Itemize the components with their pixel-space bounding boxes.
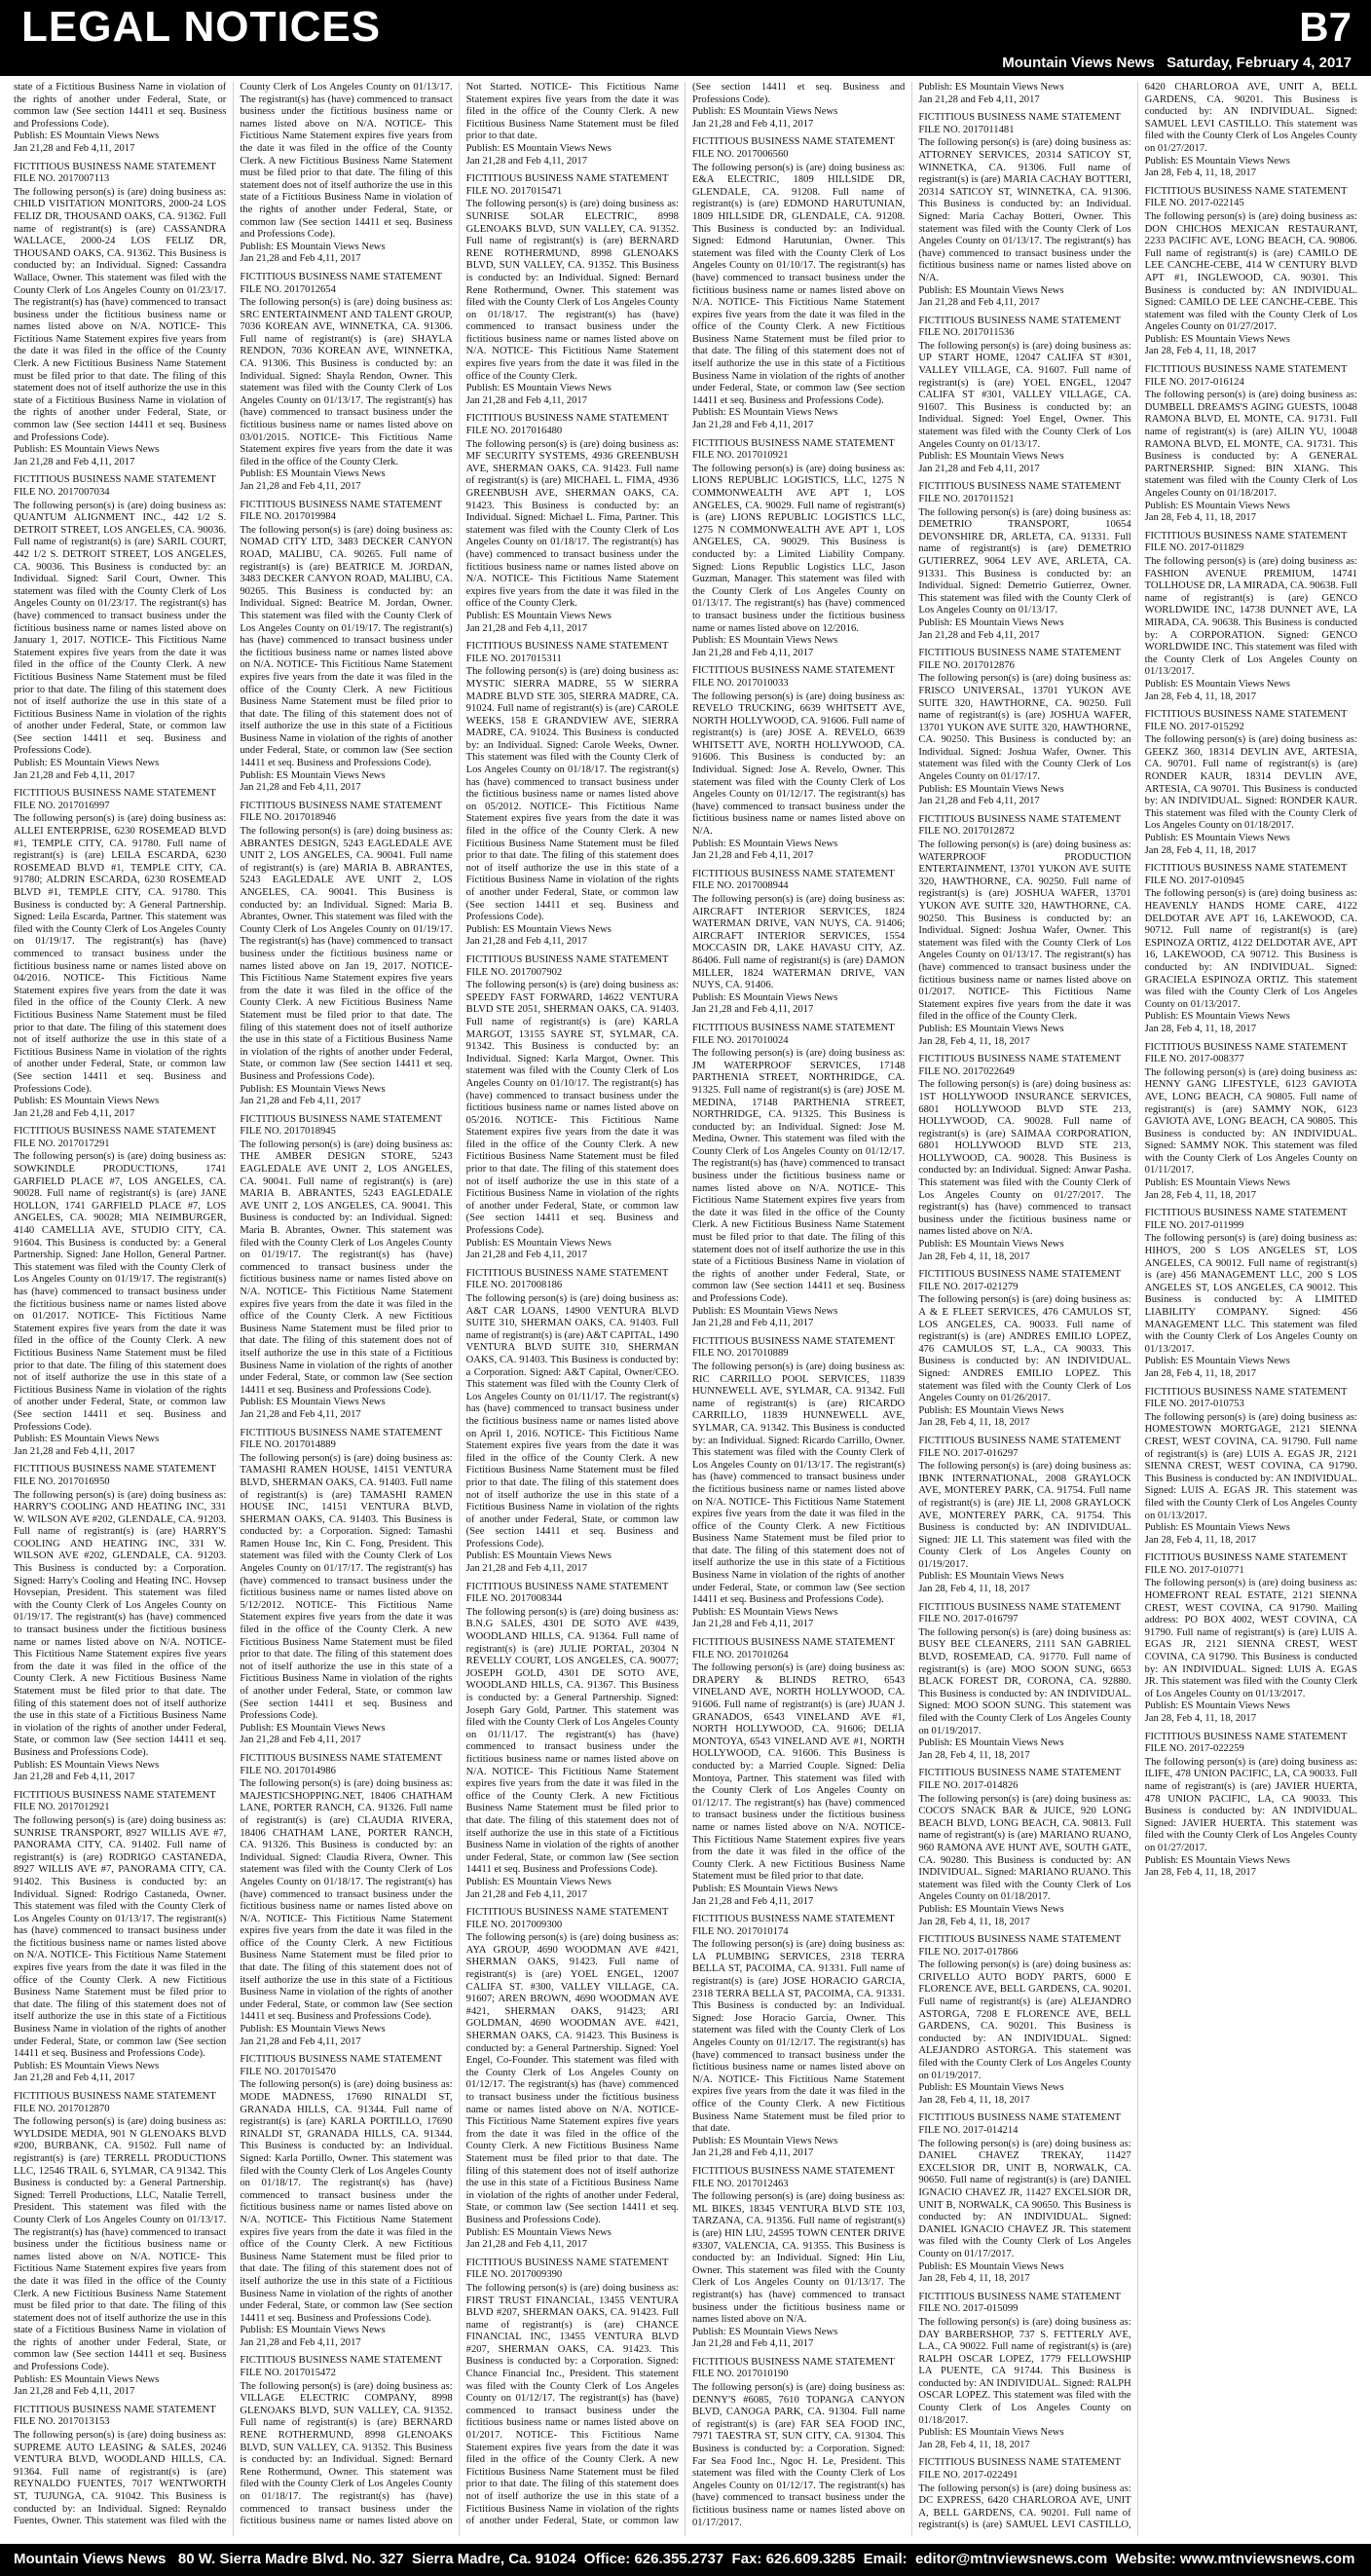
notice-publication: Publish: ES Mountain Views News bbox=[918, 451, 1064, 463]
notice-heading: FICTITIOUS BUSINESS NAME STATEMENT FILE NO. 2017-017866 bbox=[918, 1934, 1121, 1958]
legal-notice bbox=[692, 1023, 905, 1330]
legal-notice bbox=[918, 1768, 1130, 1928]
notice-publication: Publish: ES Mountain Views News bbox=[1144, 1854, 1290, 1866]
notice-heading: FICTITIOUS BUSINESS NAME STATEMENT FILE NO. 2017012876 bbox=[918, 648, 1121, 671]
legal-notice bbox=[240, 2054, 452, 2349]
legal-notice bbox=[240, 1428, 452, 1747]
notice-dates: Jan 21,28 and Feb 4,11, 2017 bbox=[691, 1895, 814, 1907]
legal-notice bbox=[692, 136, 905, 431]
legal-notice bbox=[692, 438, 905, 660]
notice-dates: Jan 21,28 and Feb 4,11, 2017 bbox=[918, 297, 1040, 309]
notice-publication: Publish: ES Mountain Views News bbox=[691, 1883, 838, 1894]
notice-dates: Jan 21,28 and Feb 4,11, 2017 bbox=[240, 253, 361, 265]
notice-dates: Jan 21,28 and Feb 4,11, 2017 bbox=[465, 2239, 588, 2251]
notice-publication: Publish: ES Mountain Views News bbox=[240, 2024, 386, 2035]
notice-body: The following person(s) is (are) doing business as: HOMEFRONT REAL ESTATE, 2121 SIENNA CREST, WEST COVINA, CA 91790. Mailing address: PO BOX 4002, WEST COVINA, CA 91790. Full name of registrant(s) is (are) LUIS A. EGAS JR, 2121 SIENNA CREST, WEST COVINA, CA 91790. This Business is conducted by: AN INDIVIDUAL. Signed: LUIS A. EGAS JR. This statement was filed with the County Clerk of Los Angeles County on 01/13/2017. bbox=[1144, 1578, 1357, 1699]
notice-heading: FICTITIOUS BUSINESS NAME STATEMENT FILE NO. 2017012463 bbox=[691, 2165, 895, 2189]
notice-body: The following person(s) is (are) doing business as: ABRANTES DESIGN, 5243 EAGLEDALE AVE UNIT 2, LOS ANGELES, CA. 90041. Full name of registrant(s) is (are) MARIA B. ABRANTES, 5243 EAGLEDALE AVE UNIT 2, LOS ANGELES, CA. 90041. This Business is conducted by: an Individual. Signed: Maria B. Abrantes, Owner. This statement was filed with the County Clerk of Los Angeles County on 01/19/17. The registrant(s) has (have) commenced to transact business under the fictitious business name or names listed above on Jan 19, 2017. NOTICE- This Fictitious Name Statement expires five years from the date it was filed in the office of the County Clerk. A new Fictitious Business Name Statement must be filed prior to that date. The filing of this statement does not of itself authorize the use in this state of a Fictitious Business Name in violation of the rights of another under Federal, State, or common law (See section 14411 et seq. Business and Professions Code). bbox=[240, 826, 453, 1082]
notice-dates: Jan 21,28 and Feb 4,11, 2017 bbox=[918, 463, 1040, 474]
notice-heading: FICTITIOUS BUSINESS NAME STATEMENT FILE NO. 2017012872 bbox=[918, 813, 1121, 838]
notice-heading: FICTITIOUS BUSINESS NAME STATEMENT FILE NO. 2017-022259 bbox=[1144, 1731, 1348, 1755]
notice-heading: FICTITIOUS BUSINESS NAME STATEMENT FILE NO. 2017011521 bbox=[918, 481, 1121, 504]
notice-dates: Jan 28, Feb 4, 11, 18, 2017 bbox=[918, 2439, 1030, 2450]
notice-heading: FICTITIOUS BUSINESS NAME STATEMENT FILE NO. 2017-014826 bbox=[918, 1768, 1121, 1791]
legal-notice bbox=[918, 112, 1130, 310]
notice-dates: Jan 21,28 and Feb 4,11, 2017 bbox=[918, 629, 1040, 641]
legal-notice bbox=[918, 2292, 1130, 2452]
notice-dates: Jan 28, Feb 4, 11, 18, 2017 bbox=[1144, 844, 1257, 856]
notice-publication: Publish: ES Mountain Views News bbox=[240, 1722, 386, 1734]
legal-notice bbox=[1145, 1552, 1357, 1725]
notice-body: The following person(s) is (are) doing business as: CRIVELLO AUTO BODY PARTS, 6000 E FLORENCE AVE, BELL GARDENS, CA. 90201. Full name of registrant(s) is (are) ALEJANDRO ASTORGA, 7208 E FLORENCE AVE, BELL GARDENS, CA. 90201. This Business is conducted by: AN INDIVIDUAL. Signed: ALEJANDRO ASTORGA. This statement was filed with the County Clerk of Los Angeles County on 01/19/2017. bbox=[918, 1960, 1131, 2081]
legal-notice bbox=[240, 500, 452, 795]
notice-dates: Jan 28, Feb 4, 11, 18, 2017 bbox=[1144, 346, 1257, 357]
notice-publication: Publish: ES Mountain Views News bbox=[465, 2226, 611, 2238]
notice-columns bbox=[14, 82, 1357, 2536]
legal-notice bbox=[918, 648, 1130, 808]
notice-heading: FICTITIOUS BUSINESS NAME STATEMENT FILE NO. 2017010024 bbox=[691, 1022, 895, 1046]
legal-notice bbox=[240, 272, 452, 494]
notice-publication: Publish: ES Mountain Views News bbox=[240, 769, 386, 781]
legal-notice bbox=[1145, 1042, 1357, 1203]
notice-dates: Jan 21,28 and Feb 4,11, 2017 bbox=[691, 850, 814, 862]
notice-publication: Publish: ES Mountain Views News bbox=[691, 106, 838, 118]
notice-publication: Publish: ES Mountain Views News bbox=[691, 407, 838, 419]
notice-dates: Jan 21,28 and Feb 4,11, 2017 bbox=[465, 394, 588, 406]
notice-body: The following person(s) is (are) doing business as: SRC ENTERTAINMENT AND TALENT GROUP, 7036 KOREAN AVE, WINNETKA, CA. 91306. Full name of registrant(s) is (are) SHAYLA RENDON, 7036 KOREAN AVE, WINNETKA, CA. 91306. This Business is conducted by: an Individual. Signed: Shayla Rendon, Owner. This statement was filed with the County Clerk of Los Angeles County on 01/13/17. The registrant(s) has (have) commenced to transact business under the fictitious business name or names listed above on 03/01/2015. NOTICE- This Fictitious Name Statement expires five years from the date it was filed in the office of the County Clerk. bbox=[240, 297, 453, 467]
notice-body: The following person(s) is (are) doing business as: FASHION AVENUE PREMIUM, 14741 TOLLHOUSE DR, LA MIRADA, CA. 90638. Full name of registrant(s) is (are) GENCO WORLDWIDE INC, 14738 DUNNET AVE, LA MIRADA, CA. 90638. This Business is conducted by: A CORPORATION. Signed: GENCO WORLDWIDE INC. This statement was filed with the County Clerk of Los Angeles County on 01/13/2017. bbox=[1144, 555, 1357, 678]
notice-heading: FICTITIOUS BUSINESS NAME STATEMENT FILE NO. 2017-022145 bbox=[1144, 185, 1348, 209]
notice-publication: Publish: ES Mountain Views News bbox=[14, 1096, 160, 1107]
notice-body: The following person(s) is (are) doing business as: THE AMBER DESIGN STORE, 5243 EAGLEDALE AVE UNIT 2, LOS ANGELES, CA. 90041. Full name of registrant(s) is (are) MARIA B. ABRANTES, 5243 EAGLEDALE AVE UNIT 2, LOS ANGELES, CA. 90041. This Business is conducted by: an Individual. Signed: Maria B. Abrantes, Owner. This statement was filed with the County Clerk of Los Angeles County on 01/19/17. The registrant(s) has (have) commenced to transact business under the fictitious business name or names listed above on N/A. NOTICE- This Fictitious Name Statement expires five years from the date it was filed in the office of the County Clerk. A new Fictitious Business Name Statement must be filed prior to that date. The filing of this statement does not of itself authorize the use in this state of a Fictitious Business Name in violation of the rights of another under Federal, State, or common law (See section 14411 et seq. Business and Professions Code). bbox=[240, 1139, 453, 1396]
notice-heading: FICTITIOUS BUSINESS NAME STATEMENT FILE NO. 2017010033 bbox=[691, 665, 895, 689]
notice-body: The following person(s) is (are) doing business as: DEMETRIO TRANSPORT, 10654 DEVONSHIRE DR, ARLETA, CA. 91331. Full name of registrant(s) is (are) DEMETRIO GUTIERREZ, 9064 LEV AVE, ARLETA, CA. 91331. This Business is conducted by: an Individual. Signed: Demetrio Gutierrez, Owner. This statement was filed with the County Clerk of Los Angeles County on 01/13/17. bbox=[918, 506, 1131, 616]
notice-heading: FICTITIOUS BUSINESS NAME STATEMENT FILE NO. 2017015471 bbox=[465, 173, 669, 197]
notice-publication: Publish: ES Mountain Views News bbox=[1144, 1177, 1290, 1189]
notice-publication: Publish: ES Mountain Views News bbox=[465, 1876, 611, 1887]
notice-dates: Jan 21,28 and Feb 4,11, 2017 bbox=[14, 1445, 135, 1457]
notice-publication: Publish: ES Mountain Views News bbox=[14, 131, 160, 142]
notice-heading: FICTITIOUS BUSINESS NAME STATEMENT FILE NO. 2017-016297 bbox=[918, 1435, 1121, 1459]
notice-publication: Publish: ES Mountain Views News bbox=[918, 783, 1064, 795]
notice-body: The following person(s) is (are) doing business as: VILLAGE ELECTRIC COMPANY, 8998 GLENOAKS BLVD, SUN VALLEY, CA. 91352. Full name of registrant(s) is (are) BERNARD RENE ROTHERMUND, 8998 GLENOAKS BLVD, SUN VALLEY, CA. 91352. This Business is conducted by: an Individual. Signed: Bernard Rene Rothermund, Owner. This statement was filed with the County Clerk of Los Angeles County on 01/18/17. The registrant(s) has (have) commenced to transact business under the fictitious business name or names listed above on Not Started. NOTICE- This Fictitious Name Statement expires five years from the date it was filed in the office of the County Clerk. A new Fictitious Business Name Statement must be filed prior to that date. bbox=[240, 82, 679, 2527]
legal-notice bbox=[692, 2166, 905, 2351]
page-title: LEGAL NOTICES bbox=[21, 3, 382, 51]
notice-body: The following person(s) is (are) doing business as: DAY BARBERSHOP, 737 S. FETTERLY AVE, L.A., CA 90022. Full name of registrant(s) is (are) RALPH OSCAR LOPEZ, 1779 FELLOWSHIP LA PUENTE, CA 91744. This Business is conducted by: AN INDIVIDUAL. Signed: RALPH OSCAR LOPEZ. This statement was filed with the County Clerk of Los Angeles County on 01/18/2017. bbox=[918, 2316, 1131, 2426]
legal-notice bbox=[14, 1126, 226, 1458]
notice-body: The following person(s) is (are) doing business as: AYA GROUP, 4690 WOODMAN AVE #421, SHERMAN OAKS, 91423. Full name of registrant(s) is (are) YOEL ENGEL, 12007 CALIFA ST. #300, VALLEY VILLAGE, CA. 91607; AREN BROWN, 4690 WOODMAN AVE #421, SHERMAN OAKS, 91423; ARI GOLDMAN, 4690 WOODMAN AVE. #421, SHERMAN OAKS, CA. 91423. This Business is conducted by: a General Partnership. Signed: Yoel Engel, Co-Founder. This statement was filed with the County Clerk of Los Angeles County on 01/12/17. The registrant(s) has (have) commenced to transact business under the fictitious business name or names listed above on N/A. NOTICE- This Fictitious Name Statement expires five years from the date it was filed in the office of the County Clerk. A new Fictitious Business Name Statement must be filed prior to that date. The filing of this statement does not of itself authorize the use in this state of a Fictitious Business Name in violation of the rights of another under Federal, State, or common law (See section 14411 et seq. Business and Professions Code). bbox=[465, 1932, 679, 2225]
notice-dates: Jan 21,28 and Feb 4,11, 2017 bbox=[240, 2336, 361, 2348]
notice-heading: FICTITIOUS BUSINESS NAME STATEMENT FILE NO. 2017019984 bbox=[240, 499, 442, 523]
notice-body: state of a Fictitious Business Name in violation of the rights of another under Federal, State, or common law (See section 14411 et seq. Business and Professions Code). bbox=[14, 82, 227, 130]
notice-heading: FICTITIOUS BUSINESS NAME STATEMENT FILE NO. 2017009390 bbox=[465, 2257, 669, 2281]
notice-body: The following person(s) is (are) doing business as: UP START HOME, 12047 CALIFA ST #301, VALLEY VILLAGE, CA. 91607. Full name of registrant(s) is (are) YOEL ENGEL, 12047 CALIFA ST #301, VALLEY VILLAGE, CA. 91607. This Business is conducted by: an Individual. Signed: Yoel Engel, Owner. This statement was filed with the County Clerk of Los Angeles County on 01/13/17. bbox=[918, 340, 1131, 450]
notice-heading: FICTITIOUS BUSINESS NAME STATEMENT FILE NO. 2017008944 bbox=[691, 868, 895, 892]
notice-dates: Jan 21,28 and Feb 4,11, 2017 bbox=[14, 769, 135, 781]
notice-publication: Publish: ES Mountain Views News bbox=[918, 284, 1064, 296]
notice-heading: FICTITIOUS BUSINESS NAME STATEMENT FILE NO. 2017009300 bbox=[465, 1907, 669, 1930]
notice-heading: FICTITIOUS BUSINESS NAME STATEMENT FILE NO. 2017010264 bbox=[691, 1637, 895, 1661]
notice-publication: Publish: ES Mountain Views News bbox=[1144, 155, 1290, 167]
notice-body: The following person(s) is (are) doing business as: ML BIKES, 18345 VENTURA BLVD STE 103, TARZANA, CA. 91356. Full name of registrant(s) is (are) HIN LIU, 24595 TOWN CENTER DRIVE #3307, VALENCIA, CA. 91355. This Business is conducted by: an Individual. Signed: Hin Liu, Owner. This statement was filed with the County Clerk of Los Angeles County on 01/13/17. The registrant(s) has (have) commenced to transact business under the fictitious business name or names listed above on N/A. bbox=[691, 2191, 906, 2326]
notice-publication: Publish: ES Mountain Views News bbox=[14, 2060, 160, 2072]
notice-heading: FICTITIOUS BUSINESS NAME STATEMENT FILE NO. 2017010190 bbox=[691, 2356, 895, 2380]
notice-publication: Publish: ES Mountain Views News bbox=[918, 82, 1064, 93]
notice-body: The following person(s) is (are) doing business as: ATTORNEY SERVICES, 20314 SATICOY ST, WINNETKA, CA. 91306. Full name of registrant(s) is (are) MARIA CACHAY BOTTERI, 20314 SATICOY ST, WINNETKA, CA. 91306. This Business is conducted by: an Individual. Signed: Maria Cachay Botteri, Owner. This statement was filed with the County Clerk of Los Angeles County on 01/13/17. The registrant(s) has (have) commenced to transact business under the fictitious business name or names listed above on N/A. bbox=[918, 137, 1131, 283]
legal-notice bbox=[1145, 1387, 1357, 1548]
notice-heading: FICTITIOUS BUSINESS NAME STATEMENT FILE NO. 2017010921 bbox=[691, 437, 895, 462]
legal-notice bbox=[1145, 1732, 1357, 1880]
legal-notice bbox=[1145, 186, 1357, 358]
notice-body: The following person(s) is (are) doing business as: NOMAD CITY LTD, 3483 DECKER CANYON ROAD, MALIBU, CA. 90265. Full name of registrant(s) is (are) BEATRICE M. JORDAN, 3483 DECKER CANYON ROAD, MALIBU, CA. 90265. This Business is conducted by: an Individual. Signed: Beatrice M. Jordan, Owner. This statement was filed with the County Clerk of Los Angeles County on 01/19/17. The registrant(s) has (have) commenced to transact business under the fictitious business name or names listed above on N/A. NOTICE- This Fictitious Name Statement expires five years from the date it was filed in the office of the County Clerk. A new Fictitious Business Name Statement must be filed prior to that date. The filing of this statement does not of itself authorize the use in this state of a Fictitious Business Name in violation of the rights of another under Federal, State, or common law (See section 14411 et seq. Business and Professions Code). bbox=[240, 524, 453, 769]
notice-heading: FICTITIOUS BUSINESS NAME STATEMENT FILE NO. 2017007113 bbox=[14, 161, 216, 185]
notice-body: The following person(s) is (are) doing business as: DC EXPRESS, 6420 CHARLOROA AVE, UNIT A, BELL GARDENS, CA. 90201. Full name of registrant(s) is (are) SAMUEL LEVI CASTILLO, 6420 CHARLOROA AVE, UNIT A, BELL GARDENS, CA. 90201. This Business is conducted by: AN INDIVIDUAL. Signed: SAMUEL LEVI CASTILLO. This statement was filed with the County Clerk of Los Angeles County on 01/27/2017. bbox=[918, 82, 1357, 2531]
notice-body: The following person(s) is (are) doing business as: WYLDSIDE MEDIA, 901 N GLENOAKS BLVD #200, BURBANK, CA. 91502. Full name of registrant(s) is (are) TERRELL PRODUCTIONS LLC, 12546 TRAIL 6, SYLMAR, CA 91342. This Business is conducted by: a General Partnership. Signed: Terrell Productions, LLC, Natalie Terrell, President. This statement was filed with the County Clerk of Los Angeles County on 01/13/17. The registrant(s) has (have) commenced to transact business under the fictitious business name or names listed above on N/A. NOTICE- This Fictitious Name Statement expires five years from the date it was filed in the office of the County Clerk. A new Fictitious Business Name Statement must be filed prior to that date. The filing of this statement does not of itself authorize the use in this state of a Fictitious Business Name in violation of the rights of another under Federal, State, or common law (See section 14411 et seq. Business and Professions Code). bbox=[14, 2116, 227, 2373]
notice-heading: FICTITIOUS BUSINESS NAME STATEMENT FILE NO. 2017-015292 bbox=[1144, 709, 1348, 732]
notice-body: The following person(s) is (are) doing business as: CHILD VISITATION MONITORS, 2000-24 LOS FELIZ DR, THOUSAND OAKS, CA. 91362. Full name of registrant(s) is (are) CASSANDRA WALLACE, 2000-24 LOS FELIZ DR, THOUSAND OAKS, CA. 91362. This Business is conducted by: an Individual. Signed: Cassandra Wallace, Owner. This statement was filed with the County Clerk of Los Angeles County on 01/23/17. The registrant(s) has (have) commenced to transact business under the fictitious business name or names listed above on N/A. NOTICE- This Fictitious Name Statement expires five years from the date it was filed in the office of the County Clerk. A new Fictitious Business Name Statement must be filed prior to that date. The filing of this statement does not of itself authorize the use in this state of a Fictitious Business Name in violation of the rights of another under Federal, State, or common law (See section 14411 et seq. Business and Professions Code). bbox=[14, 186, 227, 443]
notice-body: The following person(s) is (are) doing business as: LA PLUMBING SERVICES, 2318 TERRA BELLA ST, PACOIMA, CA. 91331. Full name of registrant(s) is (are) JOSE HORACIO GARCIA, 2318 TERRA BELLA ST, PACOIMA, CA. 91331. This Business is conducted by: an Individual. Signed: Jose Horacio Garcia, Owner. This statement was filed with the County Clerk of Los Angeles County on 01/12/17. The registrant(s) has (have) commenced to transact business under the fictitious business name or names listed above on N/A. NOTICE- This Fictitious Name Statement expires five years from the date it was filed in the office of the County Clerk. A new Fictitious Business Name Statement must be filed prior to that date. bbox=[691, 1939, 906, 2135]
notice-publication: Publish: ES Mountain Views News bbox=[465, 923, 611, 935]
legal-notice bbox=[692, 1914, 905, 2160]
notice-body: The following person(s) is (are) doing business as: SUNRISE SOLAR ELECTRIC, 8998 GLENOAKS BLVD, SUN VALLEY, CA. 91352. Full name of registrant(s) is (are) BERNARD RENE ROTHERMUND, 8998 GLENOAKS BLVD, SUN VALLEY, CA. 91352. This Business is conducted by: an Individual. Signed: Bernard Rene Rothermund, Owner. This statement was filed with the County Clerk of Los Angeles County on 01/18/17. The registrant(s) has (have) commenced to transact business under the fictitious business name or names listed above on N/A. NOTICE- This Fictitious Name Statement expires five years from the date it was filed in the office of the County Clerk. bbox=[465, 199, 679, 382]
notice-heading: FICTITIOUS BUSINESS NAME STATEMENT FILE NO. 2017007034 bbox=[14, 474, 216, 498]
footer-contact: Mountain Views News 80 W. Sierra Madre Blvd. No. 327 Sierra Madre, Ca. 91024 Office: 626.355.2737 Fax: 626.609.3285 Email: editor@mtnviewsnews.com Website: www.mtnviewsnews.com bbox=[14, 2551, 1355, 2567]
notice-heading: FICTITIOUS BUSINESS NAME STATEMENT FILE NO. 2017-015099 bbox=[918, 2291, 1121, 2315]
notice-publication: Publish: ES Mountain Views News bbox=[465, 383, 611, 394]
notice-dates: Jan 21,28 and Feb 4,11, 2017 bbox=[240, 782, 361, 794]
dateline: Mountain Views News Saturday, February 4, 2017 bbox=[1002, 55, 1352, 71]
notice-body: The following person(s) is (are) doing business as: MODE MADNESS, 17690 RINALDI ST, GRANADA HILLS, CA. 91344. Full name of registrant(s) is (are) KARLA PORTILLO, 17690 RINALDI ST, GRANADA HILLS, CA. 91344. This Business is conducted by: an Individual. Signed: Karla Portillo, Owner. This statement was filed with the County Clerk of Los Angeles County on 01/18/17. The registrant(s) has (have) commenced to transact business under the fictitious business name or names listed above on N/A. NOTICE- This Fictitious Name Statement expires five years from the date it was filed in the office of the County Clerk. A new Fictitious Business Name Statement must be filed prior to that date. The filing of this statement does not of itself authorize the use in this state of a Fictitious Business Name in violation of the rights of another under Federal, State, or common law (See section 14411 et seq. Business and Professions Code). bbox=[240, 2079, 453, 2324]
legal-notice bbox=[14, 82, 226, 156]
notice-publication: Publish: ES Mountain Views News bbox=[918, 2082, 1064, 2094]
notice-heading: FICTITIOUS BUSINESS NAME STATEMENT FILE NO. 2017015472 bbox=[240, 2355, 442, 2379]
notice-dates: Jan 21,28 and Feb 4,11, 2017 bbox=[465, 1563, 588, 1575]
notice-publication: Publish: ES Mountain Views News bbox=[1144, 333, 1290, 345]
notice-heading: FICTITIOUS BUSINESS NAME STATEMENT FILE NO. 2017006560 bbox=[691, 136, 895, 160]
notice-heading: FICTITIOUS BUSINESS NAME STATEMENT FILE NO. 2017-016124 bbox=[1144, 364, 1348, 388]
legal-notice bbox=[918, 1436, 1130, 1596]
notice-dates: Jan 28, Feb 4, 11, 18, 2017 bbox=[1144, 1534, 1257, 1546]
notice-dates: Jan 21,28 and Feb 4,11, 2017 bbox=[240, 1096, 361, 1107]
legal-notice bbox=[14, 2091, 226, 2399]
notice-heading: FICTITIOUS BUSINESS NAME STATEMENT FILE NO. 2017013153 bbox=[14, 2404, 216, 2428]
notice-body: The following person(s) is (are) doing business as: ILIFE, 478 UNION PACIFIC, LA, CA 90033. Full name of registrant(s) is (are) JAVIER HUERTA, 478 UNION PACIFIC, LA, CA 90033. This Business is conducted by: AN INDIVIDUAL. Signed: JAVIER HUERTA. This statement was filed with the County Clerk of Los Angeles County on 01/27/2017. bbox=[1144, 1756, 1357, 1853]
notice-heading: FICTITIOUS BUSINESS NAME STATEMENT FILE NO. 2017018946 bbox=[240, 800, 442, 824]
notice-dates: Jan 21,28 and Feb 4,11, 2017 bbox=[240, 1408, 361, 1420]
notice-dates: Jan 21,28 and Feb 4,11, 2017 bbox=[465, 936, 588, 948]
notice-publication: Publish: ES Mountain Views News bbox=[465, 1237, 611, 1249]
notice-dates: Jan 21,28 and Feb 4,11, 2017 bbox=[918, 796, 1040, 807]
legal-notice bbox=[918, 1934, 1130, 2107]
legal-notice bbox=[692, 869, 905, 1017]
notice-heading: FICTITIOUS BUSINESS NAME STATEMENT FILE NO. 2017-011829 bbox=[1144, 530, 1348, 554]
notice-publication: Publish: ES Mountain Views News bbox=[14, 2373, 160, 2385]
notice-heading: FICTITIOUS BUSINESS NAME STATEMENT FILE NO. 2017012921 bbox=[14, 1789, 216, 1813]
notice-heading: FICTITIOUS BUSINESS NAME STATEMENT FILE NO. 2017011481 bbox=[918, 112, 1121, 135]
notice-body: The following person(s) is (are) doing business as: QUANTUM ALIGNMENT INC., 442 1/2 S. DETROIT STREET, LOS ANGELES, CA. 90036. Full name of registrant(s) is (are) SARIL COURT, 442 1/2 S. DETROIT STREET, LOS ANGELES, CA. 90036. This Business is conducted by: an Individual. Signed: Saril Court, Owner. This statement was filed with the County Clerk of Los Angeles County on 01/23/17. The registrant(s) has (have) commenced to transact business under the fictitious business name or names listed above on January 1, 2017. NOTICE- This Fictitious Name Statement expires five years from the date it was filed in the office of the County Clerk. A new Fictitious Business Name Statement must be filed prior to that date. The filing of this statement does not of itself authorize the use in this state of a Fictitious Business Name in violation of the rights of another under Federal, State, or common law (See section 14411 et seq. Business and Professions Code). bbox=[14, 500, 227, 757]
masthead bbox=[0, 0, 1371, 76]
notice-body: The following person(s) is (are) doing business as: HENNY GANG LIFESTYLE, 6123 GAVIOTA AVE, LONG BEACH, CA 90805. Full name of registrant(s) is (are) SAMMY NOK, 6123 GAVIOTA AVE, LONG BEACH, CA 90805. This Business is conducted by: AN INDIVIDUAL. Signed: SAMMY NOK. This statement was filed with the County Clerk of Los Angeles County on 01/11/2017. bbox=[1144, 1066, 1357, 1176]
notice-publication: Publish: ES Mountain Views News bbox=[1144, 678, 1290, 690]
notice-body: The following person(s) is (are) doing business as: MF SECURITY SYSTEMS, 4936 GREENBUSH AVE, SHERMAN OAKS, CA. 91423. Full name of registrant(s) is (are) MICHAEL L. FIMA, 4936 GREENBUSH AVE, SHERMAN OAKS, CA. 91423. This Business is conducted by: an Individual. Signed: Michael L. Fima, Partner. This statement was filed with the County Clerk of Los Angeles County on 01/18/17. The registrant(s) has (have) commenced to transact business under the fictitious business name or names listed above on N/A. NOTICE- This Fictitious Name Statement expires five years from the date it was filed in the office of the County Clerk. bbox=[465, 438, 679, 610]
notice-heading: FICTITIOUS BUSINESS NAME STATEMENT FILE NO. 2017-022491 bbox=[918, 2457, 1121, 2482]
legal-notice bbox=[240, 1114, 452, 1422]
notice-heading: FICTITIOUS BUSINESS NAME STATEMENT FILE NO. 2017010174 bbox=[691, 1914, 895, 1937]
notice-body: The following person(s) is (are) doing business as: DON CHICHOS MEXICAN RESTAURANT, 2233 PACIFIC AVE, LONG BEACH, CA. 90806. Full name of registrant(s) is (are) CAMILO DE LEE CANCHE-CEBE, 414 W CENTURY BLVD APT #1, INGLEWOOD, CA. 90301. This Business is conducted by: AN INDIVIDUAL. Signed: CAMILO DE LEE CANCHE-CEBE. This statement was filed with the County Clerk of Los Angeles County on 01/27/2017. bbox=[1144, 210, 1357, 333]
notice-publication: Publish: ES Mountain Views News bbox=[240, 2325, 386, 2336]
notice-body: The following person(s) is (are) doing business as: JM WATERPROOF SERVICES, 17148 PARTHENIA STREET, NORTHRIDGE, CA. 91325. Full name of registrant(s) is (are) JOSE M. MEDINA, 17148 PARTHENIA STREET, NORTHRIDGE, CA. 91325. This Business is conducted by: an Individual. Signed: Jose M. Medina, Owner. This statement was filed with the County Clerk of Los Angeles County on 01/12/17. The registrant(s) has (have) commenced to transact business under the fictitious business name or names listed above on N/A. NOTICE- This Fictitious Name Statement expires five years from the date it was filed in the office of the County Clerk. A new Fictitious Business Name Statement must be filed prior to that date. The filing of this statement does not of itself authorize the use in this state of a Fictitious Business Name in violation of the rights of another under Federal, State, or common law (See section 14411 et seq. Business and Professions Code). bbox=[691, 1048, 906, 1304]
legal-notice bbox=[14, 788, 226, 1120]
notice-publication: Publish: ES Mountain Views News bbox=[1144, 1356, 1290, 1367]
notice-body: The following person(s) is (are) doing business as: SUPREME AUTO LEASING & SALES, 20246 VENTURA BLVD, WOODLAND HILLS, CA. 91364. Full name of registrant(s) is (are) REYNALDO FUENTES, 7017 WENTWORTH ST, TUJUNGA, CA. 91042. This Business is conducted by: an Individual. Signed: Reynaldo Fuentes, Owner. This statement was filed with the County Clerk of Los Angeles County on 01/13/17. The registrant(s) has (have) commenced to transact business under the fictitious business name or names listed above on N/A. NOTICE- This Fictitious Name Statement expires five years from the date it was filed in the office of the County Clerk. A new Fictitious Business Name Statement must be filed prior to that date. The filing of this statement does not of itself authorize the use in this state of a Fictitious Business Name in violation of the rights of another under Federal, State, or common law (See section 14411 et seq. Business and Professions Code). bbox=[14, 82, 453, 2527]
notice-dates: Jan 21,28 and Feb 4,11, 2017 bbox=[14, 2072, 135, 2084]
legal-notice bbox=[918, 481, 1130, 642]
notice-body: The following person(s) is (are) doing business as: BUSY BEE CLEANERS, 2111 SAN GABRIEL BLVD, ROSEMEAD, CA. 91770. Full name of registrant(s) is (are) MOO SOON SUNG, 6653 BLACK FOREST DR, CORONA, CA. 92880. This Business is conducted by: AN INDIVIDUAL. Signed: MOO SOON SUNG. This statement was filed with the County Clerk of Los Angeles County on 01/19/2017. bbox=[918, 1626, 1131, 1736]
legal-notice bbox=[14, 1464, 226, 1783]
notice-publication: Publish: ES Mountain Views News bbox=[918, 1404, 1064, 1416]
notice-body: The following person(s) is (are) doing business as: AIRCRAFT INTERIOR SERVICES, 1824 WATERMAN DRIVE, VAN NUYS, CA. 91406; AIRCRAFT INTERIOR SERVICES, 1554 MOCCASIN DR, LAKE HAVASU CITY, AZ. 86406. Full name of registrant(s) is (are) DAMON MILLER, 1824 WATERMAN DRIVE, VAN NUYS, CA. 91406. bbox=[691, 894, 906, 991]
notice-dates: Jan 21,28 and Feb 4,11, 2017 bbox=[465, 1888, 588, 1900]
notice-publication: Publish: ES Mountain Views News bbox=[240, 1397, 386, 1408]
notice-heading: FICTITIOUS BUSINESS NAME STATEMENT FILE NO. 2017007902 bbox=[465, 953, 669, 978]
notice-dates: Jan 21,28 and Feb 4,11, 2017 bbox=[691, 647, 814, 658]
legal-notice bbox=[1145, 531, 1357, 703]
legal-notice bbox=[466, 1268, 679, 1576]
notice-publication: Publish: ES Mountain Views News bbox=[918, 1571, 1064, 1583]
legal-notice bbox=[692, 665, 905, 863]
notice-heading: FICTITIOUS BUSINESS NAME STATEMENT FILE NO. 2017015311 bbox=[465, 641, 669, 664]
legal-notice bbox=[1145, 1208, 1357, 1380]
notice-publication: Publish: ES Mountain Views News bbox=[14, 758, 160, 769]
notice-publication: Publish: ES Mountain Views News bbox=[691, 2135, 838, 2147]
notice-body: The following person(s) is (are) doing business as: DENNY'S #6085, 7610 TOPANGA CANYON BLVD, CANOGA PARK, CA. 91304. Full name of registrant(s) is (are) FAR SEA FOOD INC, 7971 TAESTRA ST, SUN CITY, CA. 91304. This Business is conducted by: a Corporation. Signed: Far Sea Food Inc., Ngoc H. Le, President. This statement was filed with the County Clerk of Los Angeles County on 01/12/17. The registrant(s) has (have) commenced to transact business under the fictitious business name or names listed above on 01/17/2017. bbox=[691, 2382, 906, 2528]
notice-dates: Jan 28, Feb 4, 11, 18, 2017 bbox=[1144, 1189, 1257, 1201]
notice-dates: Jan 21,28 and Feb 4,11, 2017 bbox=[14, 1107, 135, 1119]
notice-body: The following person(s) is (are) doing business as: HOMESTOWN MORTGAGE, 2121 SIENNA CREST, WEST COVINA, CA. 91790. Full name of registrant(s) is (are) LUIS A. EGAS JR, 2121 SIENNA CREST, WEST COVINA, CA 91790. This Business is conducted by: AN INDIVIDUAL. Signed: LUIS A. EGAS JR. This statement was filed with the County Clerk of Los Angeles County on 01/13/2017. bbox=[1144, 1411, 1357, 1521]
notice-dates: Jan 28, Feb 4, 11, 18, 2017 bbox=[1144, 1367, 1257, 1379]
legal-notice bbox=[240, 1753, 452, 2048]
notice-body: The following person(s) is (are) doing business as: COCO'S SNACK BAR & JUICE, 920 LONG BEACH BLVD, LONG BEACH, CA. 90813. Full name of registrant(s) is (are) MARIANO RUANO, 960 RAMONA AVE HUNT AVE, SOUTH GATE, CA. 90280. This Business is conducted by: AN INDIVIDUAL. Signed: MARIANO RUANO. This statement was filed with the County Clerk of Los Angeles County on 01/18/2017. bbox=[918, 1793, 1131, 1903]
notice-publication: Publish: ES Mountain Views News bbox=[465, 1550, 611, 1562]
notice-publication: Publish: ES Mountain Views News bbox=[240, 241, 386, 252]
notice-dates: Jan 28, Feb 4, 11, 18, 2017 bbox=[1144, 1023, 1257, 1034]
notice-publication: Publish: ES Mountain Views News bbox=[918, 2260, 1064, 2272]
notice-dates: Jan 28, Feb 4, 11, 18, 2017 bbox=[1144, 1713, 1257, 1724]
notice-dates: Jan 21,28 and Feb 4,11, 2017 bbox=[240, 1735, 361, 1746]
notice-body: The following person(s) is (are) doing business as: IBNK INTERNATIONAL, 2008 GRAYLOCK AVE, MONTEREY PARK, CA. 91754. Full name of registrant(s) is (are) JIE LI, 2008 GRAYLOCK AVE, MONTEREY PARK, CA. 91754. This Business is conducted by: AN INDIVIDUAL. Signed: JIE LI. This statement was filed with the County Clerk of Los Angeles County on 01/19/2017. bbox=[918, 1461, 1131, 1570]
notice-dates: Jan 28, Feb 4, 11, 18, 2017 bbox=[1144, 512, 1257, 524]
notice-body: The following person(s) is (are) doing business as: 1ST HOLLYWOOD INSURANCE SERVICES, 6801 HOLLYWOOD BLVD STE 213, HOLLYWOOD, CA. 90028. Full name of registrant(s) is (are) SAIMAA CORPORATION, 6801 HOLLYWOOD BLVD STE 213, HOLLYWOOD, CA. 90028. This Business is conducted by: an Individual. Signed: Anwar Pasha. This statement was filed with the County Clerk of Los Angeles County on 01/27/2017. The registrant(s) has (have) commenced to transact business under the fictitious business name or names listed above on N/A. bbox=[918, 1079, 1131, 1238]
notice-heading: FICTITIOUS BUSINESS NAME STATEMENT FILE NO. 2017010889 bbox=[691, 1335, 895, 1360]
notice-body: The following person(s) is (are) doing business as: MAJESTICSHOPPING.NET, 18406 CHATHAM LANE, PORTER RANCH, CA. 91326. Full name of registrant(s) is (are) CLAUDIA RIVERA, 18406 CHATHAM LANE, PORTER RANCH, CA. 91326. This Business is conducted by: an Individual. Signed: Claudia Rivera, Owner. This statement was filed with the County Clerk of Los Angeles County on 01/18/17. The registrant(s) has (have) commenced to transact business under the fictitious business name or names listed above on N/A. NOTICE- This Fictitious Name Statement expires five years from the date it was filed in the office of the County Clerk. A new Fictitious Business Name Statement must be filed prior to that date. The filing of this statement does not of itself authorize the use in this state of a Fictitious Business Name in violation of the rights of another under Federal, State, or common law (See section 14411 et seq. Business and Professions Code). bbox=[240, 1778, 453, 2023]
legal-notice bbox=[1145, 709, 1357, 857]
notice-heading: FICTITIOUS BUSINESS NAME STATEMENT FILE NO. 2017-010945 bbox=[1144, 863, 1348, 886]
notice-publication: Publish: ES Mountain Views News bbox=[691, 635, 838, 647]
notice-heading: FICTITIOUS BUSINESS NAME STATEMENT FILE NO. 2017008186 bbox=[465, 1267, 669, 1291]
notice-heading: FICTITIOUS BUSINESS NAME STATEMENT FILE NO. 2017-010771 bbox=[1144, 1552, 1348, 1576]
legal-notice bbox=[692, 1336, 905, 1631]
notice-dates: Jan 21,28 and Feb 4,11, 2017 bbox=[14, 142, 135, 154]
legal-notice bbox=[1145, 863, 1357, 1035]
notice-dates: Jan 28, Feb 4, 11, 18, 2017 bbox=[918, 1251, 1030, 1262]
notice-heading: FICTITIOUS BUSINESS NAME STATEMENT FILE NO. 2017-008377 bbox=[1144, 1041, 1348, 1065]
notice-heading: FICTITIOUS BUSINESS NAME STATEMENT FILE NO. 2017-016797 bbox=[918, 1601, 1121, 1625]
notice-publication: Publish: ES Mountain Views News bbox=[240, 1083, 386, 1095]
notice-dates: Jan 28, Feb 4, 11, 18, 2017 bbox=[918, 1749, 1030, 1761]
legal-notice bbox=[240, 801, 452, 1108]
notice-body: The following person(s) is (are) doing business as: HIHO'S, 200 S LOS ANGELES ST, LOS ANGELES, CA 90012. Full name of registrant(s) is (are) 456 MANAGEMENT LLC, 200 S LOS ANGELES ST, LOS ANGELES, CA 90012. This Business is conducted by: A LIMITED LIABILITY COMPANY. Signed: 456 MANAGEMENT LLC. This statement was filed with the County Clerk of Los Angeles County on 01/13/2017. bbox=[1144, 1233, 1357, 1355]
notice-dates: Jan 28, Feb 4, 11, 18, 2017 bbox=[918, 1035, 1030, 1047]
legal-notice bbox=[692, 1637, 905, 1908]
notice-body: The following person(s) is (are) doing business as: B.N.G SALES, 4301 DE SOTO AVE #439, WOODLAND HILLS, CA. 91364. Full name of registrant(s) is (are) JULIE PORTAL, 20304 N REVELLY COURT, LOS ANGELES, CA. 90077; JOSEPH GOLD, 4301 DE SOTO AVE, WOODLAND HILLS, CA. 91367. This Business is conducted by: a General Partnership. Signed: Joseph Gary Gold, Partner. This statement was filed with the County Clerk of Los Angeles County on 01/11/17. The registrant(s) has (have) commenced to transact business under the fictitious business name or names listed above on N/A. NOTICE- This Fictitious Name Statement expires five years from the date it was filed in the office of the County Clerk. A new Fictitious Business Name Statement must be filed prior to that date. The filing of this statement does not of itself authorize the use in this state of a Fictitious Business Name in violation of the rights of another under Federal, State, or common law (See section 14411 et seq. Business and Professions Code). bbox=[465, 1606, 679, 1876]
notice-body: The following person(s) is (are) doing business as: DUMBELL DREAMS'S AGING GUESTS, 10048 RAMONA BLVD, EL MONTE, CA. 91731. Full name of registrant(s) is (are) AILIN YU, 10048 RAMONA BLVD, EL MONTE, CA. 91731. This Business is conducted by: A GENERAL PARTNERSHIP. Signed: BIN XIANG. This statement was filed with the County Clerk of Los Angeles County on 01/18/2017. bbox=[1144, 390, 1357, 499]
notice-publication: Publish: ES Mountain Views News bbox=[918, 2427, 1064, 2439]
notice-dates: Jan 28, Feb 4, 11, 18, 2017 bbox=[918, 1417, 1030, 1429]
notice-heading: FICTITIOUS BUSINESS NAME STATEMENT FILE NO. 2017014889 bbox=[240, 1427, 442, 1451]
notice-publication: Publish: ES Mountain Views News bbox=[1144, 1011, 1290, 1023]
notice-publication: Publish: ES Mountain Views News bbox=[1144, 1522, 1290, 1534]
legal-notice bbox=[918, 1054, 1130, 1263]
legal-notice bbox=[466, 1907, 679, 2252]
notice-publication: Publish: ES Mountain Views News bbox=[691, 1606, 838, 1618]
legal-notice bbox=[466, 1582, 679, 1901]
notice-body: The following person(s) is (are) doing business as: SOWKINDLE PRODUCTIONS, 1741 GARFIELD PLACE #7, LOS ANGELES, CA. 90028. Full name of registrant(s) is (are) JANE HOLLON, 1741 GARFIELD PLACE #7, LOS ANGELES, CA. 90028; MIA NEIMBURGER, 4140 CAMELLIA AVE, STUDIO CITY, CA. 91604. This Business is conducted by: a General Partnership. Signed: Jane Hollon, General Partner. This statement was filed with the County Clerk of Los Angeles County on 01/19/17. The registrant(s) has (have) commenced to transact business under the fictitious business name or names listed above on 01/2017. NOTICE- This Fictitious Name Statement expires five years from the date it was filed in the office of the County Clerk. A new Fictitious Business Name Statement must be filed prior to that date. The filing of this statement does not of itself authorize the use in this state of a Fictitious Business Name in violation of the rights of another under Federal, State, or common law (See section 14411 et seq. Business and Professions Code). bbox=[14, 1151, 227, 1433]
notice-body: The following person(s) is (are) doing business as: DRAPERY & BLINDS RETRO, 6543 VINELAND AVE, NORTH HOLLYWOOD, CA. 91606. Full name of registrant(s) is (are) JUAN J. GRANADOS, 6543 VINELAND AVE #1, NORTH HOLLYWOOD, CA. 91606; DELIA MONTOYA, 6543 VINELAND AVE #1, NORTH HOLLYWOOD, CA. 91606. This Business is conducted by: a Married Couple. Signed: Delia Montoya, Partner. This statement was filed with the County Clerk of Los Angeles County on 01/12/17. The registrant(s) has (have) commenced to transact business under the fictitious business name or names listed above on N/A. NOTICE- This Fictitious Name Statement expires five years from the date it was filed in the office of the County Clerk. A new Fictitious Business Name Statement must be filed prior to that date. bbox=[691, 1662, 906, 1883]
notice-body: The following person(s) is (are) doing business as: REVELO TRUCKING, 6639 WHITSETT AVE, NORTH HOLLYWOOD, CA. 91606. Full name of registrant(s) is (are) JOSE A. REVELO, 6639 WHITSETT AVE, NORTH HOLLYWOOD, CA. 91606. This Business is conducted by: an Individual. Signed: Jose A. Revelo, Owner. This statement was filed with the County Clerk of Los Angeles County on 01/12/17. The registrant(s) has (have) commenced to transact business under the fictitious business name or names listed above on N/A. bbox=[691, 691, 906, 838]
notice-dates: Jan 21,28 and Feb 4,11, 2017 bbox=[14, 456, 135, 467]
legal-notice bbox=[466, 173, 679, 407]
notice-heading: FICTITIOUS BUSINESS NAME STATEMENT FILE NO. 2017016480 bbox=[465, 413, 669, 437]
notice-dates: Jan 21,28 and Feb 4,11, 2017 bbox=[465, 1250, 588, 1261]
notice-dates: Jan 21,28 and Feb 4,11, 2017 bbox=[691, 420, 814, 431]
notice-publication: Publish: ES Mountain Views News bbox=[465, 142, 611, 154]
notice-body: The following person(s) is (are) doing business as: A&T CAR LOANS, 14900 VENTURA BLVD SUITE 310, SHERMAN OAKS, CA. 91403. Full name of registrant(s) is (are) A&T CAPITAL, 1490 VENTURA BLVD SUITE 310, SHERMAN OAKS, CA. 91403. This Business is conducted by: a Corporation. Signed: A&T Capital, Owner/CEO. This statement was filed with the County Clerk of Los Angeles County on 01/11/17. The registrant(s) has (have) commenced to transact business under the fictitious business name or names listed above on April 1, 2016. NOTICE- This Fictitious Name Statement expires five years from the date it was filed in the office of the County Clerk. A new Fictitious Business Name Statement must be filed prior to that date. The filing of this statement does not of itself authorize the use in this state of a Fictitious Business Name in violation of the rights of another under Federal, State, or common law (See section 14411 et seq. Business and Professions Code). bbox=[465, 1293, 679, 1549]
notice-publication: Publish: ES Mountain Views News bbox=[1144, 500, 1290, 511]
notice-body: The following person(s) is (are) doing business as: FIRST TRUST FINANCIAL, 13455 VENTURA BLVD #207, SHERMAN OAKS, CA. 91423. Full name of registrant(s) is (are) CHANCE FINANCIAL INC, 13455 VENTURA BLVD #207, SHERMAN OAKS, CA. 91423. This Business is conducted by: a Corporation. Signed: Chance Financial Inc., President. This statement was filed with the County Clerk of Los Angeles County on 01/12/17. The registrant(s) has (have) commenced to transact business under the fictitious business name or names listed above on 01/2017. NOTICE- This Fictitious Name Statement expires five years from the date it was filed in the office of the County Clerk. A new Fictitious Business Name Statement must be filed prior to that date. The filing of this statement does not of itself authorize the use in this state of a Fictitious Business Name in violation of the rights of another under Federal, State, or common law (See section 14411 et seq. Business and Professions Code). bbox=[465, 82, 906, 2527]
notice-publication: Publish: ES Mountain Views News bbox=[240, 468, 386, 480]
notice-publication: Publish: ES Mountain Views News bbox=[691, 2326, 838, 2337]
notice-dates: Jan 28, Feb 4, 11, 18, 2017 bbox=[918, 2094, 1030, 2106]
notice-body: The following person(s) is (are) doing business as: FRISCO UNIVERSAL, 13701 YUKON AVE SUITE 320, HAWTHORNE, CA. 90250. Full name of registrant(s) is (are) JOSHUA WAFER, 13701 YUKON AVE SUITE 320, HAWTHORNE, CA. 90250. This Business is conducted by: an Individual. Signed: Joshua Wafer, Owner. This statement was filed with the County Clerk of Los Angeles County on 01/17/17. bbox=[918, 673, 1131, 783]
notice-publication: Publish: ES Mountain Views News bbox=[691, 991, 838, 1003]
notice-dates: Jan 21,28 and Feb 4,11, 2017 bbox=[918, 93, 1040, 105]
notice-dates: Jan 28, Feb 4, 11, 18, 2017 bbox=[918, 1584, 1030, 1595]
notice-dates: Jan 28, Feb 4, 11, 18, 2017 bbox=[918, 1916, 1030, 1927]
notice-heading: FICTITIOUS BUSINESS NAME STATEMENT FILE NO. 2017008344 bbox=[465, 1581, 669, 1605]
notice-body: The following person(s) is (are) doing business as: MYSTIC SIERRA MADRE, 55 W SIERRA MADRE BLVD STE 305, SIERRA MADRE, CA. 91024. Full name of registrant(s) is (are) CAROLE WEEKS, 158 E GRANDVIEW AVE, SIERRA MADRE, CA. 91024. This Business is conducted by: an Individual. Signed: Carole Weeks, Owner. This statement was filed with the County Clerk of Los Angeles County on 01/18/17. The registrant(s) has (have) commenced to transact business under the fictitious business name or names listed above on 05/2012. NOTICE- This Fictitious Name Statement expires five years from the date it was filed in the office of the County Clerk. A new Fictitious Business Name Statement must be filed prior to that date. The filing of this statement does not of itself authorize the use in this state of a Fictitious Business Name in violation of the rights of another under Federal, State, or common law (See section 14411 et seq. Business and Professions Code). bbox=[465, 666, 679, 923]
legal-notice bbox=[14, 474, 226, 782]
notice-heading: FICTITIOUS BUSINESS NAME STATEMENT FILE NO. 2017015470 bbox=[240, 2054, 442, 2077]
notice-dates: Jan 28, Feb 4, 11, 18, 2017 bbox=[1144, 691, 1257, 702]
notice-dates: Jan 21,28 and Feb 4,11, 2017 bbox=[691, 2147, 814, 2159]
notice-body: The following person(s) is (are) doing business as: WATERPROOF PRODUCTION ENTERTAINMENT, 13701 YUKON AVE SUITE 320, HAWTHORNE, CA. 90250. Full name of registrant(s) is (are) JOSHUA WAFER, 13701 YUKON AVE SUITE 320, HAWTHORNE, CA. 90250. This Business is conducted by: an Individual. Signed: Joshua Wafer, Owner. This statement was filed with the County Clerk of Los Angeles County on 01/13/17. The registrant(s) has (have) commenced to transact business under the fictitious business name or names listed above on 01/2017. NOTICE- This Fictitious Name Statement expires five years from the date it was filed in the office of the County Clerk. bbox=[918, 840, 1131, 1023]
notice-heading: FICTITIOUS BUSINESS NAME STATEMENT FILE NO. 2017022649 bbox=[918, 1054, 1121, 1077]
notice-dates: Jan 21,28 and Feb 4,11, 2017 bbox=[465, 155, 588, 167]
notice-body: The following person(s) is (are) doing business as: GEEKZ 360, 18314 DEVLIN AVE, ARTESIA, CA. 90701. Full name of registrant(s) is (are) RONDER KAUR, 18314 DEVLIN AVE, ARTESIA, CA 90701. This Business is conducted by: AN INDIVIDUAL. Signed: RONDER KAUR. This statement was filed with the County Clerk of Los Angeles County on 01/18/2017. bbox=[1144, 734, 1357, 832]
legal-notice bbox=[466, 413, 679, 635]
notice-heading: FICTITIOUS BUSINESS NAME STATEMENT FILE NO. 2017016997 bbox=[14, 788, 216, 811]
notice-body: The following person(s) is (are) doing business as: TAMASHI RAMEN HOUSE, 14151 VENTURA BLVD, SHERMAN OAKS, CA. 91403. Full name of registrant(s) is (are) TAMASHI RAMEN HOUSE INC, 14151 VENTURA BLVD, SHERMAN OAKS, CA. 91403. This Business is conducted by: a Corporation. Signed: Tamashi Ramen House Inc, Kin C. Fong, President. This statement was filed with the County Clerk of Los Angeles County on 01/17/17. The registrant(s) has (have) commenced to transact business under the fictitious business name or names listed above on 5/12/2012. NOTICE- This Fictitious Name Statement expires five years from the date it was filed in the office of the County Clerk. A new Fictitious Business Name Statement must be filed prior to that date. The filing of this statement does not of itself authorize the use in this state of a Fictitious Business Name in violation of the rights of another under Federal, State, or common law (See section 14411 et seq. Business and Professions Code). bbox=[240, 1452, 453, 1722]
notice-publication: Publish: ES Mountain Views News bbox=[691, 838, 838, 849]
notice-publication: Publish: ES Mountain Views News bbox=[918, 1023, 1064, 1034]
notice-heading: FICTITIOUS BUSINESS NAME STATEMENT FILE NO. 2017012870 bbox=[14, 2091, 216, 2114]
footer-bar bbox=[0, 2544, 1371, 2576]
notice-dates: Jan 28, Feb 4, 11, 18, 2017 bbox=[1144, 168, 1257, 179]
notice-dates: Jan 21,28 and Feb 4,11, 2017 bbox=[691, 1318, 814, 1329]
legal-notice bbox=[918, 316, 1130, 476]
notice-body: The following person(s) is (are) doing business as: HEAVENLY HANDS HOME CARE, 4122 DELDOTAR AVE APT 16, LAKEWOOD, CA. 90712. Full name of registrant(s) is (are) ESPINOZA ORTIZ, 4122 DELDOTAR AVE, APT 16, LAKEWOOD, CA 90712. This Business is conducted by: AN INDIVIDUAL. Signed: GRACIELA ESPINOZA ORTIZ. This statement was filed with the County Clerk of Los Angeles County on 01/13/2017. bbox=[1144, 888, 1357, 1010]
notice-publication: Publish: ES Mountain Views News bbox=[1144, 1700, 1290, 1712]
notice-body: The following person(s) is (are) doing business as: HARRY'S COOLING AND HEATING INC, 331 W. WILSON AVE #202, GLENDALE, CA. 91203. Full name of registrant(s) is (are) HARRY'S COOLING AND HEATING INC, 331 W. WILSON AVE #202, GLENDALE, CA. 91203. This Business is conducted by: a Corporation. Signed: Harry's Cooling and Heating INC. Hovsep Hovsepian, President. This statement was filed with the County Clerk of Los Angeles County on 01/19/17. The registrant(s) has (have) commenced to transact business under the fictitious business name or names listed above on N/A. NOTICE- This Fictitious Name Statement expires five years from the date it was filed in the office of the County Clerk. A new Fictitious Business Name Statement must be filed prior to that date. The filing of this statement does not of itself authorize the use in this state of a Fictitious Business Name in violation of the rights of another under Federal, State, or common law (See section 14411 et seq. Business and Professions Code). bbox=[14, 1489, 227, 1758]
notice-publication: Publish: ES Mountain Views News bbox=[691, 1305, 838, 1317]
notice-publication: Publish: ES Mountain Views News bbox=[465, 610, 611, 621]
notice-body: The following person(s) is (are) doing business as: A & E FLEET SERVICES, 476 CAMULOS ST, LOS ANGELES, CA. 90033. Full name of registrant(s) is (are) ANDRES EMILIO LOPEZ, 476 CAMULOS ST, L.A., CA 90033. This Business is conducted by: AN INDIVIDUAL. Signed: ANDRES EMILIO LOPEZ. This statement was filed with the County Clerk of Los Angeles County on 01/26/2017. bbox=[918, 1294, 1131, 1404]
legal-notice bbox=[918, 1269, 1130, 1430]
notice-publication: Publish: ES Mountain Views News bbox=[14, 1434, 160, 1445]
notice-dates: Jan 21,28 and Feb 4,11, 2017 bbox=[691, 2338, 814, 2350]
legal-notice bbox=[14, 1790, 226, 2085]
notice-dates: Jan 21,28 and Feb 4,11, 2017 bbox=[691, 1619, 814, 1630]
notice-body: The following person(s) is (are) doing business as: LIONS REPUBLIC LOGISTICS, LLC, 1275 N COMMONWEALTH AVE APT 1, LOS ANGELES, CA. 90029. Full name of registrant(s) is (are) LIONS REPUBLIC LOGISTICS LLC, 1275 N COMMONWEALTH AVE APT 1, LOS ANGELES, CA. 90029. This Business is conducted by: a Limited Liability Company. Signed: Lions Republic Logistics LLC, Jason Guzman, Manager. This statement was filed with the County Clerk of Los Angeles County on 01/13/17. The registrant(s) has (have) commenced to transact business under the fictitious business name or names listed above on 12/2016. bbox=[691, 463, 906, 634]
notice-dates: Jan 21,28 and Feb 4,11, 2017 bbox=[465, 622, 588, 634]
notice-dates: Jan 21,28 and Feb 4,11, 2017 bbox=[14, 2386, 135, 2398]
notice-publication: Publish: ES Mountain Views News bbox=[918, 616, 1064, 628]
notice-publication: Publish: ES Mountain Views News bbox=[14, 444, 160, 456]
notice-dates: Jan 21,28 and Feb 4,11, 2017 bbox=[240, 2035, 361, 2047]
notice-heading: FICTITIOUS BUSINESS NAME STATEMENT FILE NO. 2017018945 bbox=[240, 1113, 442, 1138]
notice-publication: Publish: ES Mountain Views News bbox=[918, 1239, 1064, 1251]
legal-notice bbox=[466, 641, 679, 949]
notice-heading: FICTITIOUS BUSINESS NAME STATEMENT FILE NO. 2017-010753 bbox=[1144, 1386, 1348, 1410]
notice-heading: FICTITIOUS BUSINESS NAME STATEMENT FILE NO. 2017011536 bbox=[918, 315, 1121, 339]
notice-dates: Jan 21,28 and Feb 4,11, 2017 bbox=[240, 481, 361, 492]
notice-body: The following person(s) is (are) doing business as: E&A ELECTRIC, 1809 HILLSIDE DR, GLENDALE, CA. 91208. Full name of registrant(s) is (are) EDMOND HARUTUNIAN, 1809 HILLSIDE DR, GLENDALE, CA. 91208. This Business is conducted by: an Individual. Signed: Edmond Harutunian, Owner. This statement was filed with the County Clerk of Los Angeles County on 01/10/17. The registrant(s) has (have) commenced to transact business under the fictitious business name or names listed above on N/A. NOTICE- This Fictitious Name Statement expires five years from the date it was filed in the office of the County Clerk. A new Fictitious Business Name Statement must be filed prior to that date. The filing of this statement does not of itself authorize the use in this state of a Fictitious Business Name in violation of the rights of another under Federal, State, or common law (See section 14411 et seq. Business and Professions Code). bbox=[691, 162, 906, 406]
notice-publication: Publish: ES Mountain Views News bbox=[1144, 833, 1290, 844]
notice-dates: Jan 21,28 and Feb 4,11, 2017 bbox=[691, 1004, 814, 1016]
notice-heading: FICTITIOUS BUSINESS NAME STATEMENT FILE NO. 2017017291 bbox=[14, 1126, 216, 1149]
notice-body: The following person(s) is (are) doing business as: SUNRISE TRANSPORT, 8927 WILLIS AVE #7, PANORAMA CITY, CA. 91402. Full name of registrant(s) is (are) RODRIGO CASTANEDA, 8927 WILLIS AVE #7, PANORAMA CITY, CA. 91402. This Business is conducted by: an Individual. Signed: Rodrigo Castaneda, Owner. This statement was filed with the County Clerk of Los Angeles County on 01/13/17. The registrant(s) has (have) commenced to transact business under the fictitious business name or names listed above on N/A. NOTICE- This Fictitious Name Statement expires five years from the date it was filed in the office of the County Clerk. A new Fictitious Business Name Statement must be filed prior to that date. The filing of this statement does not of itself authorize the use in this state of a Fictitious Business Name in violation of the rights of another under Federal, State, or common law (See section 14411 et seq. Business and Professions Code). bbox=[14, 1814, 227, 2060]
notice-dates: Jan 21,28 and Feb 4,11, 2017 bbox=[691, 118, 814, 130]
page-code: B7 bbox=[1299, 4, 1352, 50]
notice-heading: FICTITIOUS BUSINESS NAME STATEMENT FILE NO. 2017014986 bbox=[240, 1752, 442, 1776]
notice-body: The following person(s) is (are) doing business as: DANIEL CHAVEZ TREKAY, 11427 EXCELSIOR DR, UNIT B, NORWALK, CA. 90650. Full name of registrant(s) is (are) DANIEL IGNACIO CHAVEZ JR, 11427 EXCELSIOR DR, UNIT B, NORWALK, CA 90650. This Business is conducted by: AN INDIVIDUAL. Signed: DANIEL IGNACIO CHAVEZ JR. This statement was filed with the County Clerk of Los Angeles County on 01/17/2017. bbox=[918, 2138, 1131, 2259]
legal-notice bbox=[466, 954, 679, 1262]
notice-dates: Jan 28, Feb 4, 11, 18, 2017 bbox=[918, 2273, 1030, 2285]
notice-heading: FICTITIOUS BUSINESS NAME STATEMENT FILE NO. 2017-014214 bbox=[918, 2112, 1121, 2136]
notice-heading: FICTITIOUS BUSINESS NAME STATEMENT FILE NO. 2017-021279 bbox=[918, 1269, 1121, 1292]
legal-notice bbox=[918, 2112, 1130, 2285]
notice-dates: Jan 28, Feb 4, 11, 18, 2017 bbox=[1144, 1867, 1257, 1879]
legal-notice bbox=[918, 1602, 1130, 1763]
notice-publication: Publish: ES Mountain Views News bbox=[918, 1737, 1064, 1749]
legal-notice bbox=[918, 814, 1130, 1048]
notice-body: The following person(s) is (are) doing business as: RIC CARRILLO POOL SERVICES, 11839 HUNNEWELL AVE, SYLMAR, CA. 91342. Full name of registrant(s) is (are) RICARDO CARRILLO, 11839 HUNNEWELL AVE, SYLMAR, CA. 91342. This Business is conducted by: an Individual. Signed: Ricardo Carrillo, Owner. This statement was filed with the County Clerk of Los Angeles County on 01/13/17. The registrant(s) has (have) commenced to transact business under the fictitious business name or names listed above on N/A. NOTICE- This Fictitious Name Statement expires five years from the date it was filed in the office of the County Clerk. A new Fictitious Business Name Statement must be filed prior to that date. The filing of this statement does not of itself authorize the use in this state of a Fictitious Business Name in violation of the rights of another under Federal, State, or common law (See section 14411 et seq. Business and Professions Code). bbox=[691, 1361, 906, 1606]
legal-notice bbox=[1145, 364, 1357, 525]
notice-publication: Publish: ES Mountain Views News bbox=[918, 1903, 1064, 1915]
notice-body: The following person(s) is (are) doing business as: SPEEDY FAST FORWARD, 14622 VENTURA BLVD STE 2051, SHERMAN OAKS, CA. 91403. Full name of registrant(s) is (are) KARLA MARGOT, 13155 SAYRE ST, SYLMAR, CA. 91342. This Business is conducted by: an Individual. Signed: Karla Margot, Owner. This statement was filed with the County Clerk of Los Angeles County on 01/10/17. The registrant(s) has (have) commenced to transact business under the fictitious business name or names listed above on 05/2016. NOTICE- This Fictitious Name Statement expires five years from the date it was filed in the office of the County Clerk. A new Fictitious Business Name Statement must be filed prior to that date. The filing of this statement does not of itself authorize the use in this state of a Fictitious Business Name in violation of the rights of another under Federal, State, or common law (See section 14411 et seq. Business and Professions Code). bbox=[465, 980, 679, 1237]
notice-body: The following person(s) is (are) doing business as: ALLEI ENTERPRISE, 6230 ROSEMEAD BLVD #1, TEMPLE CITY, CA. 91780. Full name of registrant(s) is (are) LEILA ESCARDA, 6230 ROSEMEAD BLVD #1, TEMPLE CITY, CA. 91780; ALDRIN ESCARDA, 6230 ROSEMEAD BLVD #1, TEMPLE CITY, CA. 91780. This Business is conducted by: A General Partnership. Signed: Leila Escarda, Partner. This statement was filed with the County Clerk of Los Angeles County on 01/19/17. The registrant(s) has (have) commenced to transact business under the fictitious business name or names listed above on 04/2016. NOTICE- This Fictitious Name Statement expires five years from the date it was filed in the office of the County Clerk. A new Fictitious Business Name Statement must be filed prior to that date. The filing of this statement does not of itself authorize the use in this state of a Fictitious Business Name in violation of the rights of another under Federal, State, or common law (See section 14411 et seq. Business and Professions Code). bbox=[14, 813, 227, 1095]
notice-dates: Jan 21,28 and Feb 4,11, 2017 bbox=[14, 1772, 135, 1783]
notice-heading: FICTITIOUS BUSINESS NAME STATEMENT FILE NO. 2017-011999 bbox=[1144, 1208, 1348, 1231]
notice-publication: Publish: ES Mountain Views News bbox=[14, 1759, 160, 1771]
notice-heading: FICTITIOUS BUSINESS NAME STATEMENT FILE NO. 2017016950 bbox=[14, 1464, 216, 1487]
notice-heading: FICTITIOUS BUSINESS NAME STATEMENT FILE NO. 2017012654 bbox=[240, 271, 442, 295]
legal-notice bbox=[14, 162, 226, 469]
